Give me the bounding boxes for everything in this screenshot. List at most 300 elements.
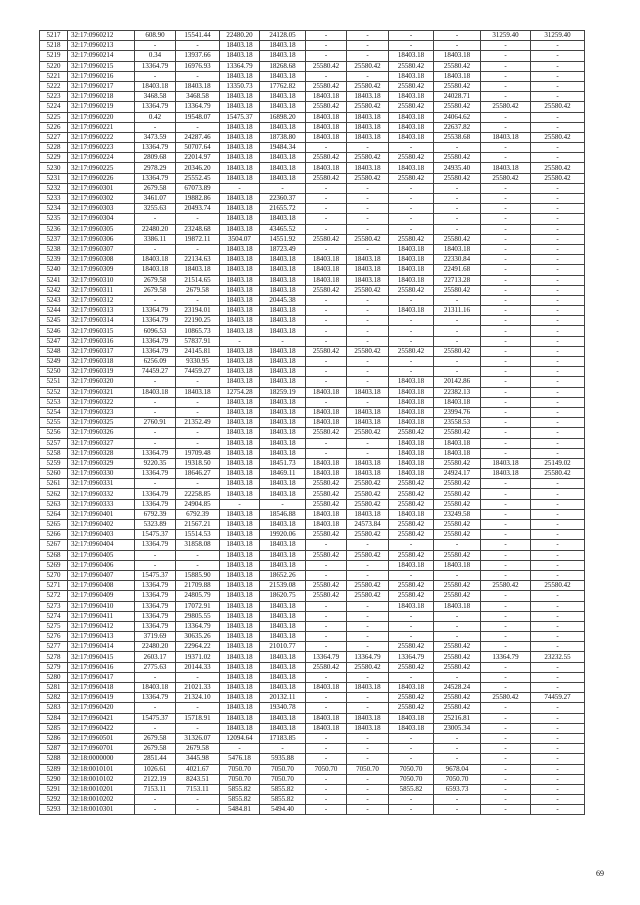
- cadastral-number-cell: 32:17:0960309: [68, 265, 135, 275]
- value-cell: 18403.18: [260, 652, 306, 662]
- value-cell: 29805.55: [176, 611, 220, 621]
- value-cell: 2809.68: [135, 153, 176, 163]
- value-cell: 14551.92: [260, 234, 306, 244]
- table-row: [40, 336, 585, 346]
- cadastral-number-cell: 32:17:0960222: [68, 132, 135, 142]
- value-cell: 13364.79: [135, 346, 176, 356]
- value-cell: 18403.18: [389, 418, 434, 428]
- value-cell: 13364.79: [176, 621, 220, 631]
- cadastral-number-cell: 32:17:0960301: [68, 183, 135, 193]
- value-cell: 18403.18: [260, 51, 306, 61]
- value-cell: -: [531, 479, 585, 489]
- table-row: [40, 438, 585, 448]
- value-cell: 25580.42: [434, 173, 481, 183]
- value-cell: 22964.22: [176, 642, 220, 652]
- value-cell: 18403.18: [135, 81, 176, 91]
- value-cell: 18403.18: [220, 153, 260, 163]
- cadastral-number-cell: 32:17:0960409: [68, 591, 135, 601]
- value-cell: -: [434, 672, 481, 682]
- value-cell: 24573.84: [347, 520, 389, 530]
- value-cell: 18403.18: [220, 326, 260, 336]
- value-cell: 18403.18: [220, 703, 260, 713]
- value-cell: 18403.18: [220, 662, 260, 672]
- value-cell: 18403.18: [220, 621, 260, 631]
- value-cell: 18403.18: [389, 244, 434, 254]
- value-cell: -: [176, 560, 220, 570]
- value-cell: -: [434, 295, 481, 305]
- value-cell: -: [531, 214, 585, 224]
- value-cell: 18403.18: [135, 255, 176, 265]
- value-cell: 18403.18: [220, 51, 260, 61]
- value-cell: -: [531, 51, 585, 61]
- value-cell: 25580.42: [531, 163, 585, 173]
- cadastral-number-cell: 32:17:0960412: [68, 621, 135, 631]
- value-cell: 25580.42: [531, 102, 585, 112]
- value-cell: 13364.79: [135, 143, 176, 153]
- value-cell: 18403.18: [389, 560, 434, 570]
- cadastral-number-cell: 32:17:0960420: [68, 703, 135, 713]
- value-cell: -: [347, 611, 389, 621]
- table-row: [40, 652, 585, 662]
- cadastral-number-cell: 32:17:0960322: [68, 397, 135, 407]
- value-cell: -: [434, 194, 481, 204]
- row-number-cell: 5218: [40, 41, 68, 51]
- value-cell: -: [306, 611, 347, 621]
- value-cell: -: [531, 377, 585, 387]
- value-cell: -: [347, 71, 389, 81]
- value-cell: 24028.71: [434, 92, 481, 102]
- cadastral-number-cell: 32:17:0960315: [68, 326, 135, 336]
- row-number-cell: 5269: [40, 560, 68, 570]
- row-number-cell: 5289: [40, 764, 68, 774]
- value-cell: -: [176, 397, 220, 407]
- value-cell: -: [481, 764, 531, 774]
- value-cell: 18403.18: [481, 458, 531, 468]
- value-cell: 25580.42: [306, 285, 347, 295]
- value-cell: -: [306, 397, 347, 407]
- value-cell: -: [306, 733, 347, 743]
- value-cell: 18403.18: [347, 112, 389, 122]
- value-cell: -: [220, 183, 260, 193]
- value-cell: 18403.18: [434, 438, 481, 448]
- value-cell: 25580.42: [389, 662, 434, 672]
- value-cell: -: [347, 540, 389, 550]
- value-cell: 18403.18: [220, 560, 260, 570]
- table-row: [40, 703, 585, 713]
- value-cell: 25580.42: [434, 703, 481, 713]
- value-cell: -: [531, 407, 585, 417]
- value-cell: 25580.42: [481, 693, 531, 703]
- value-cell: -: [531, 784, 585, 794]
- value-cell: -: [347, 570, 389, 580]
- value-cell: 25580.42: [481, 581, 531, 591]
- value-cell: 18403.18: [220, 173, 260, 183]
- cadastral-number-cell: 32:17:0960218: [68, 92, 135, 102]
- value-cell: -: [531, 61, 585, 71]
- row-number-cell: 5243: [40, 295, 68, 305]
- value-cell: -: [347, 438, 389, 448]
- value-cell: -: [481, 509, 531, 519]
- table-row: [40, 581, 585, 591]
- row-number-cell: 5255: [40, 418, 68, 428]
- table-row: [40, 570, 585, 580]
- value-cell: -: [481, 285, 531, 295]
- value-cell: 18403.18: [260, 71, 306, 81]
- value-cell: -: [389, 194, 434, 204]
- value-cell: 18403.18: [347, 509, 389, 519]
- value-cell: 13364.79: [135, 102, 176, 112]
- value-cell: 18403.18: [260, 672, 306, 682]
- table-row: [40, 428, 585, 438]
- value-cell: -: [306, 377, 347, 387]
- value-cell: 12094.64: [220, 733, 260, 743]
- value-cell: 21514.65: [176, 275, 220, 285]
- value-cell: -: [531, 611, 585, 621]
- value-cell: 25580.42: [306, 581, 347, 591]
- cadastral-number-cell: 32:17:0960325: [68, 418, 135, 428]
- value-cell: 25580.42: [347, 662, 389, 672]
- value-cell: 20493.74: [176, 204, 220, 214]
- table-row: [40, 540, 585, 550]
- table-row: [40, 632, 585, 642]
- row-number-cell: 5258: [40, 448, 68, 458]
- value-cell: 18403.18: [260, 560, 306, 570]
- cadastral-number-cell: 32:17:0960333: [68, 499, 135, 509]
- value-cell: 18403.18: [220, 132, 260, 142]
- value-cell: -: [481, 418, 531, 428]
- value-cell: 22382.13: [434, 387, 481, 397]
- value-cell: 25580.42: [306, 102, 347, 112]
- value-cell: 25580.42: [389, 489, 434, 499]
- value-cell: 18403.18: [220, 581, 260, 591]
- value-cell: -: [389, 326, 434, 336]
- value-cell: -: [434, 611, 481, 621]
- value-cell: 18403.18: [220, 143, 260, 153]
- table-row: [40, 81, 585, 91]
- value-cell: -: [481, 224, 531, 234]
- value-cell: 13364.79: [135, 173, 176, 183]
- value-cell: 19548.07: [176, 112, 220, 122]
- value-cell: -: [260, 183, 306, 193]
- value-cell: 25580.42: [389, 81, 434, 91]
- value-cell: -: [306, 570, 347, 580]
- row-number-cell: 5262: [40, 489, 68, 499]
- value-cell: 15885.90: [176, 570, 220, 580]
- value-cell: 2603.17: [135, 652, 176, 662]
- value-cell: -: [481, 306, 531, 316]
- value-cell: 7050.70: [347, 764, 389, 774]
- value-cell: 7050.70: [306, 764, 347, 774]
- value-cell: 25580.42: [389, 550, 434, 560]
- value-cell: -: [481, 51, 531, 61]
- value-cell: 18403.18: [434, 397, 481, 407]
- value-cell: 22014.97: [176, 153, 220, 163]
- value-cell: -: [481, 204, 531, 214]
- value-cell: 18403.18: [389, 469, 434, 479]
- value-cell: -: [176, 805, 220, 815]
- cadastral-number-cell: 32:17:0960314: [68, 316, 135, 326]
- value-cell: 57837.91: [176, 336, 220, 346]
- value-cell: 18403.18: [306, 509, 347, 519]
- row-number-cell: 5277: [40, 642, 68, 652]
- table-row: [40, 489, 585, 499]
- cadastral-number-cell: 32:17:0960320: [68, 377, 135, 387]
- value-cell: 25580.42: [389, 346, 434, 356]
- value-cell: -: [434, 805, 481, 815]
- value-cell: 18403.18: [260, 367, 306, 377]
- table-row: [40, 41, 585, 51]
- value-cell: 5855.82: [389, 784, 434, 794]
- table-row: [40, 71, 585, 81]
- value-cell: 18403.18: [306, 723, 347, 733]
- value-cell: -: [176, 71, 220, 81]
- value-cell: -: [306, 326, 347, 336]
- cadastral-number-cell: 32:17:0960316: [68, 336, 135, 346]
- value-cell: -: [434, 316, 481, 326]
- value-cell: 25580.42: [347, 61, 389, 71]
- value-cell: -: [347, 693, 389, 703]
- value-cell: -: [135, 41, 176, 51]
- value-cell: -: [306, 448, 347, 458]
- value-cell: -: [306, 31, 347, 41]
- value-cell: -: [389, 540, 434, 550]
- value-cell: 20132.11: [260, 693, 306, 703]
- value-cell: -: [434, 540, 481, 550]
- value-cell: 18403.18: [389, 71, 434, 81]
- value-cell: 24924.17: [434, 469, 481, 479]
- value-cell: -: [434, 143, 481, 153]
- value-cell: 18403.18: [220, 214, 260, 224]
- value-cell: 25580.42: [347, 530, 389, 540]
- value-cell: 25580.42: [531, 469, 585, 479]
- value-cell: -: [135, 703, 176, 713]
- value-cell: -: [135, 71, 176, 81]
- value-cell: 22190.25: [176, 316, 220, 326]
- value-cell: 13364.79: [135, 581, 176, 591]
- value-cell: 21539.08: [260, 581, 306, 591]
- value-cell: 23232.55: [531, 652, 585, 662]
- value-cell: -: [306, 632, 347, 642]
- value-cell: 15475.37: [135, 713, 176, 723]
- value-cell: 25580.42: [389, 428, 434, 438]
- value-cell: -: [135, 214, 176, 224]
- value-cell: -: [531, 438, 585, 448]
- value-cell: -: [389, 143, 434, 153]
- table-row: [40, 621, 585, 631]
- value-cell: 12754.28: [220, 387, 260, 397]
- table-row: [40, 387, 585, 397]
- value-cell: 18403.18: [220, 255, 260, 265]
- row-number-cell: 5249: [40, 357, 68, 367]
- value-cell: 25580.42: [481, 102, 531, 112]
- row-number-cell: 5247: [40, 336, 68, 346]
- value-cell: 15514.53: [176, 530, 220, 540]
- value-cell: -: [531, 805, 585, 815]
- row-number-cell: 5219: [40, 51, 68, 61]
- value-cell: 18403.18: [260, 407, 306, 417]
- value-cell: 50707.64: [176, 143, 220, 153]
- value-cell: -: [306, 194, 347, 204]
- row-number-cell: 5225: [40, 112, 68, 122]
- value-cell: -: [135, 795, 176, 805]
- cadastral-number-cell: 32:17:0960215: [68, 61, 135, 71]
- value-cell: 25580.42: [347, 550, 389, 560]
- value-cell: 22480.20: [135, 224, 176, 234]
- value-cell: 18403.18: [434, 71, 481, 81]
- value-cell: -: [531, 326, 585, 336]
- cadastral-number-cell: 32:17:0960401: [68, 509, 135, 519]
- value-cell: 18403.18: [347, 92, 389, 102]
- value-cell: -: [135, 244, 176, 254]
- value-cell: 18403.18: [306, 713, 347, 723]
- cadastral-number-cell: 32:18:0010102: [68, 774, 135, 784]
- value-cell: -: [531, 143, 585, 153]
- value-cell: -: [481, 346, 531, 356]
- value-cell: 13364.79: [135, 693, 176, 703]
- row-number-cell: 5264: [40, 509, 68, 519]
- value-cell: 15475.37: [220, 112, 260, 122]
- value-cell: -: [347, 204, 389, 214]
- table-row: [40, 601, 585, 611]
- row-number-cell: 5254: [40, 407, 68, 417]
- value-cell: 25580.42: [434, 530, 481, 540]
- value-cell: 18403.18: [260, 683, 306, 693]
- value-cell: -: [531, 357, 585, 367]
- value-cell: -: [306, 224, 347, 234]
- value-cell: 6096.53: [135, 326, 176, 336]
- value-cell: 18403.18: [434, 448, 481, 458]
- cadastral-number-cell: 32:17:0960326: [68, 428, 135, 438]
- value-cell: -: [389, 672, 434, 682]
- value-cell: -: [481, 92, 531, 102]
- value-cell: 18403.18: [220, 122, 260, 132]
- row-number-cell: 5275: [40, 621, 68, 631]
- value-cell: -: [481, 744, 531, 754]
- cadastral-number-cell: 32:17:0960311: [68, 285, 135, 295]
- value-cell: -: [306, 672, 347, 682]
- value-cell: 18403.18: [260, 153, 306, 163]
- table-row: [40, 397, 585, 407]
- row-number-cell: 5222: [40, 81, 68, 91]
- table-row: [40, 316, 585, 326]
- value-cell: -: [347, 672, 389, 682]
- row-number-cell: 5231: [40, 173, 68, 183]
- value-cell: -: [531, 621, 585, 631]
- value-cell: 18403.18: [220, 244, 260, 254]
- value-cell: -: [481, 703, 531, 713]
- row-number-cell: 5274: [40, 611, 68, 621]
- value-cell: -: [531, 204, 585, 214]
- value-cell: -: [347, 784, 389, 794]
- value-cell: 5476.18: [220, 754, 260, 764]
- value-cell: -: [176, 479, 220, 489]
- value-cell: -: [434, 632, 481, 642]
- value-cell: -: [306, 795, 347, 805]
- value-cell: 18403.18: [220, 92, 260, 102]
- table-row: [40, 143, 585, 153]
- value-cell: -: [531, 41, 585, 51]
- data-table-container: [39, 30, 585, 815]
- value-cell: 13364.79: [135, 621, 176, 631]
- value-cell: 5935.88: [260, 754, 306, 764]
- value-cell: 18403.18: [389, 275, 434, 285]
- value-cell: -: [176, 295, 220, 305]
- value-cell: 20445.38: [260, 295, 306, 305]
- value-cell: -: [434, 326, 481, 336]
- value-cell: -: [306, 183, 347, 193]
- table-row: [40, 326, 585, 336]
- value-cell: 6593.73: [434, 784, 481, 794]
- value-cell: 13364.79: [135, 306, 176, 316]
- value-cell: -: [306, 642, 347, 652]
- value-cell: -: [531, 754, 585, 764]
- value-cell: 18403.18: [220, 377, 260, 387]
- value-cell: 18403.18: [220, 204, 260, 214]
- value-cell: 13364.79: [389, 652, 434, 662]
- table-row: [40, 295, 585, 305]
- table-row: [40, 683, 585, 693]
- value-cell: 18403.18: [434, 601, 481, 611]
- cadastral-number-cell: 32:17:0960402: [68, 520, 135, 530]
- value-cell: 18403.18: [220, 713, 260, 723]
- row-number-cell: 5283: [40, 703, 68, 713]
- value-cell: 25580.42: [389, 591, 434, 601]
- value-cell: -: [389, 805, 434, 815]
- value-cell: 13364.79: [135, 448, 176, 458]
- value-cell: -: [347, 31, 389, 41]
- value-cell: -: [481, 326, 531, 336]
- value-cell: 25580.42: [347, 153, 389, 163]
- value-cell: -: [531, 499, 585, 509]
- value-cell: -: [347, 326, 389, 336]
- cadastral-number-cell: 32:17:0960225: [68, 163, 135, 173]
- value-cell: 7050.70: [434, 774, 481, 784]
- value-cell: 2679.58: [135, 744, 176, 754]
- value-cell: -: [306, 244, 347, 254]
- value-cell: 13364.79: [135, 601, 176, 611]
- value-cell: 13364.79: [135, 540, 176, 550]
- row-number-cell: 5242: [40, 285, 68, 295]
- value-cell: 9330.95: [176, 357, 220, 367]
- value-cell: 25580.42: [389, 642, 434, 652]
- value-cell: 25580.42: [434, 102, 481, 112]
- value-cell: -: [481, 448, 531, 458]
- cadastral-number-cell: 32:17:0960331: [68, 479, 135, 489]
- value-cell: -: [481, 41, 531, 51]
- value-cell: 7050.70: [260, 774, 306, 784]
- value-cell: -: [389, 744, 434, 754]
- value-cell: 21010.77: [260, 642, 306, 652]
- row-number-cell: 5256: [40, 428, 68, 438]
- table-row: [40, 163, 585, 173]
- value-cell: -: [347, 316, 389, 326]
- value-cell: -: [434, 744, 481, 754]
- table-row: [40, 183, 585, 193]
- value-cell: -: [389, 621, 434, 631]
- value-cell: 25580.42: [347, 499, 389, 509]
- value-cell: 25580.42: [434, 234, 481, 244]
- value-cell: -: [389, 214, 434, 224]
- value-cell: -: [531, 723, 585, 733]
- value-cell: -: [531, 744, 585, 754]
- value-cell: -: [389, 632, 434, 642]
- value-cell: -: [531, 255, 585, 265]
- value-cell: 18403.18: [306, 163, 347, 173]
- value-cell: -: [135, 397, 176, 407]
- value-cell: -: [531, 540, 585, 550]
- value-cell: 13364.79: [135, 469, 176, 479]
- value-cell: -: [481, 214, 531, 224]
